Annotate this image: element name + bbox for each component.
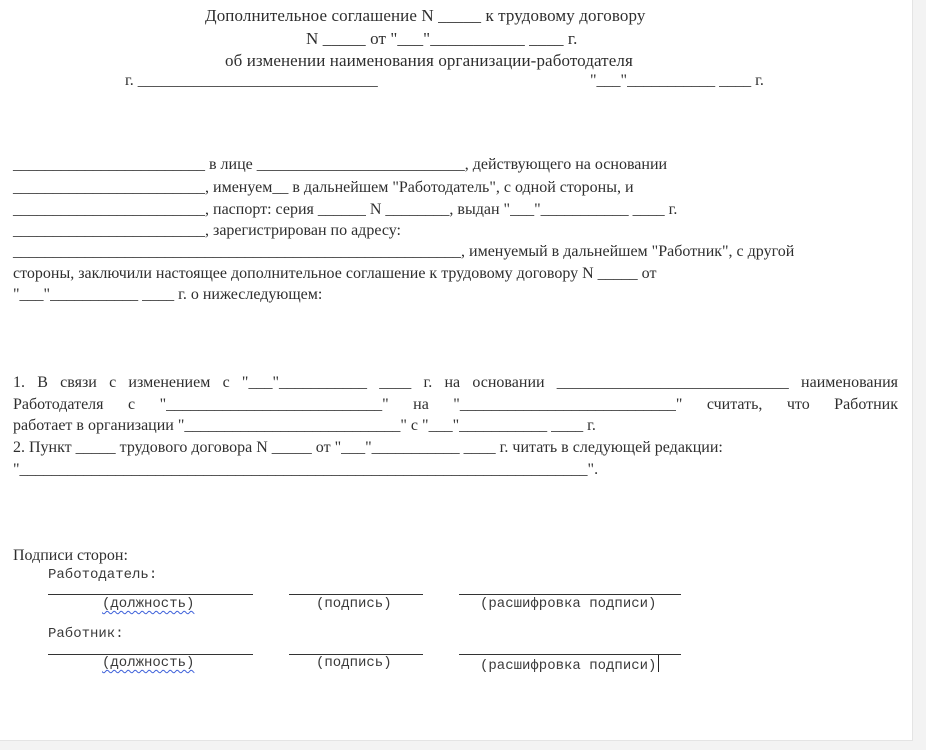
preamble-line: "___"___________ ____ г. о нижеследующем: [13,286,323,303]
employee-label: Работник: [48,626,124,642]
preamble-line: ________________________________________________________, именуемый в дальнейшем "Работник", с другой [13,243,795,260]
preamble-line: стороны, заключили настоящее дополнительное соглашение к трудовому договору N _____ от [13,265,657,282]
employee-signature-caption: (подпись) [316,655,392,671]
employee-transcript-field[interactable] [480,655,659,674]
employer-position-caption: (должность) [102,596,195,612]
employer-signature-line [289,594,423,595]
preamble-line: ________________________, зарегистрирован по адресу: [13,222,401,239]
employee-position-caption: (должность) [102,655,195,671]
preamble-line: ________________________, паспорт: серия ______ N ________, выдан "___"___________ ____ г. [13,201,678,218]
clause-line: 1. В связи с изменением с "___"___________ ____ г. на основании _____________________________ наименования [13,374,898,391]
clause-line: работает в организации "___________________________" с "___"___________ ____ г. [13,417,596,434]
date-field: "___"___________ ____ г. [590,72,764,89]
doc-title-line3: об изменении наименования организации-работодателя [225,51,633,70]
employer-transcript-line [459,594,681,595]
text-cursor [658,655,659,672]
employer-signature-caption: (подпись) [316,596,392,612]
preamble-line: ________________________ в лице __________________________, действующего на основании [13,156,668,173]
signatures-heading: Подписи сторон: [13,547,128,564]
doc-title-line2: N _____ от "___"___________ ____ г. [306,29,578,48]
preamble-line: ________________________, именуем__ в дальнейшем "Работодатель", с одной стороны, и [13,179,634,196]
employer-position-line [48,594,253,595]
doc-title-line1: Дополнительное соглашение N _____ к трудовому договору [205,6,646,25]
employer-transcript-caption: (расшифровка подписи) [480,596,657,612]
employer-label: Работодатель: [48,567,158,583]
clause-line: Работодателя с "___________________________" на "___________________________" считать, что Работник [13,396,898,413]
clause-line: "_______________________________________________________________________". [13,461,599,478]
place-field: г. ______________________________ [125,72,378,89]
employee-transcript-caption: (расшифровка подписи) [480,658,657,674]
clause-line: 2. Пункт _____ трудового договора N _____ от "___"___________ ____ г. читать в следующей редакции: [13,439,723,456]
